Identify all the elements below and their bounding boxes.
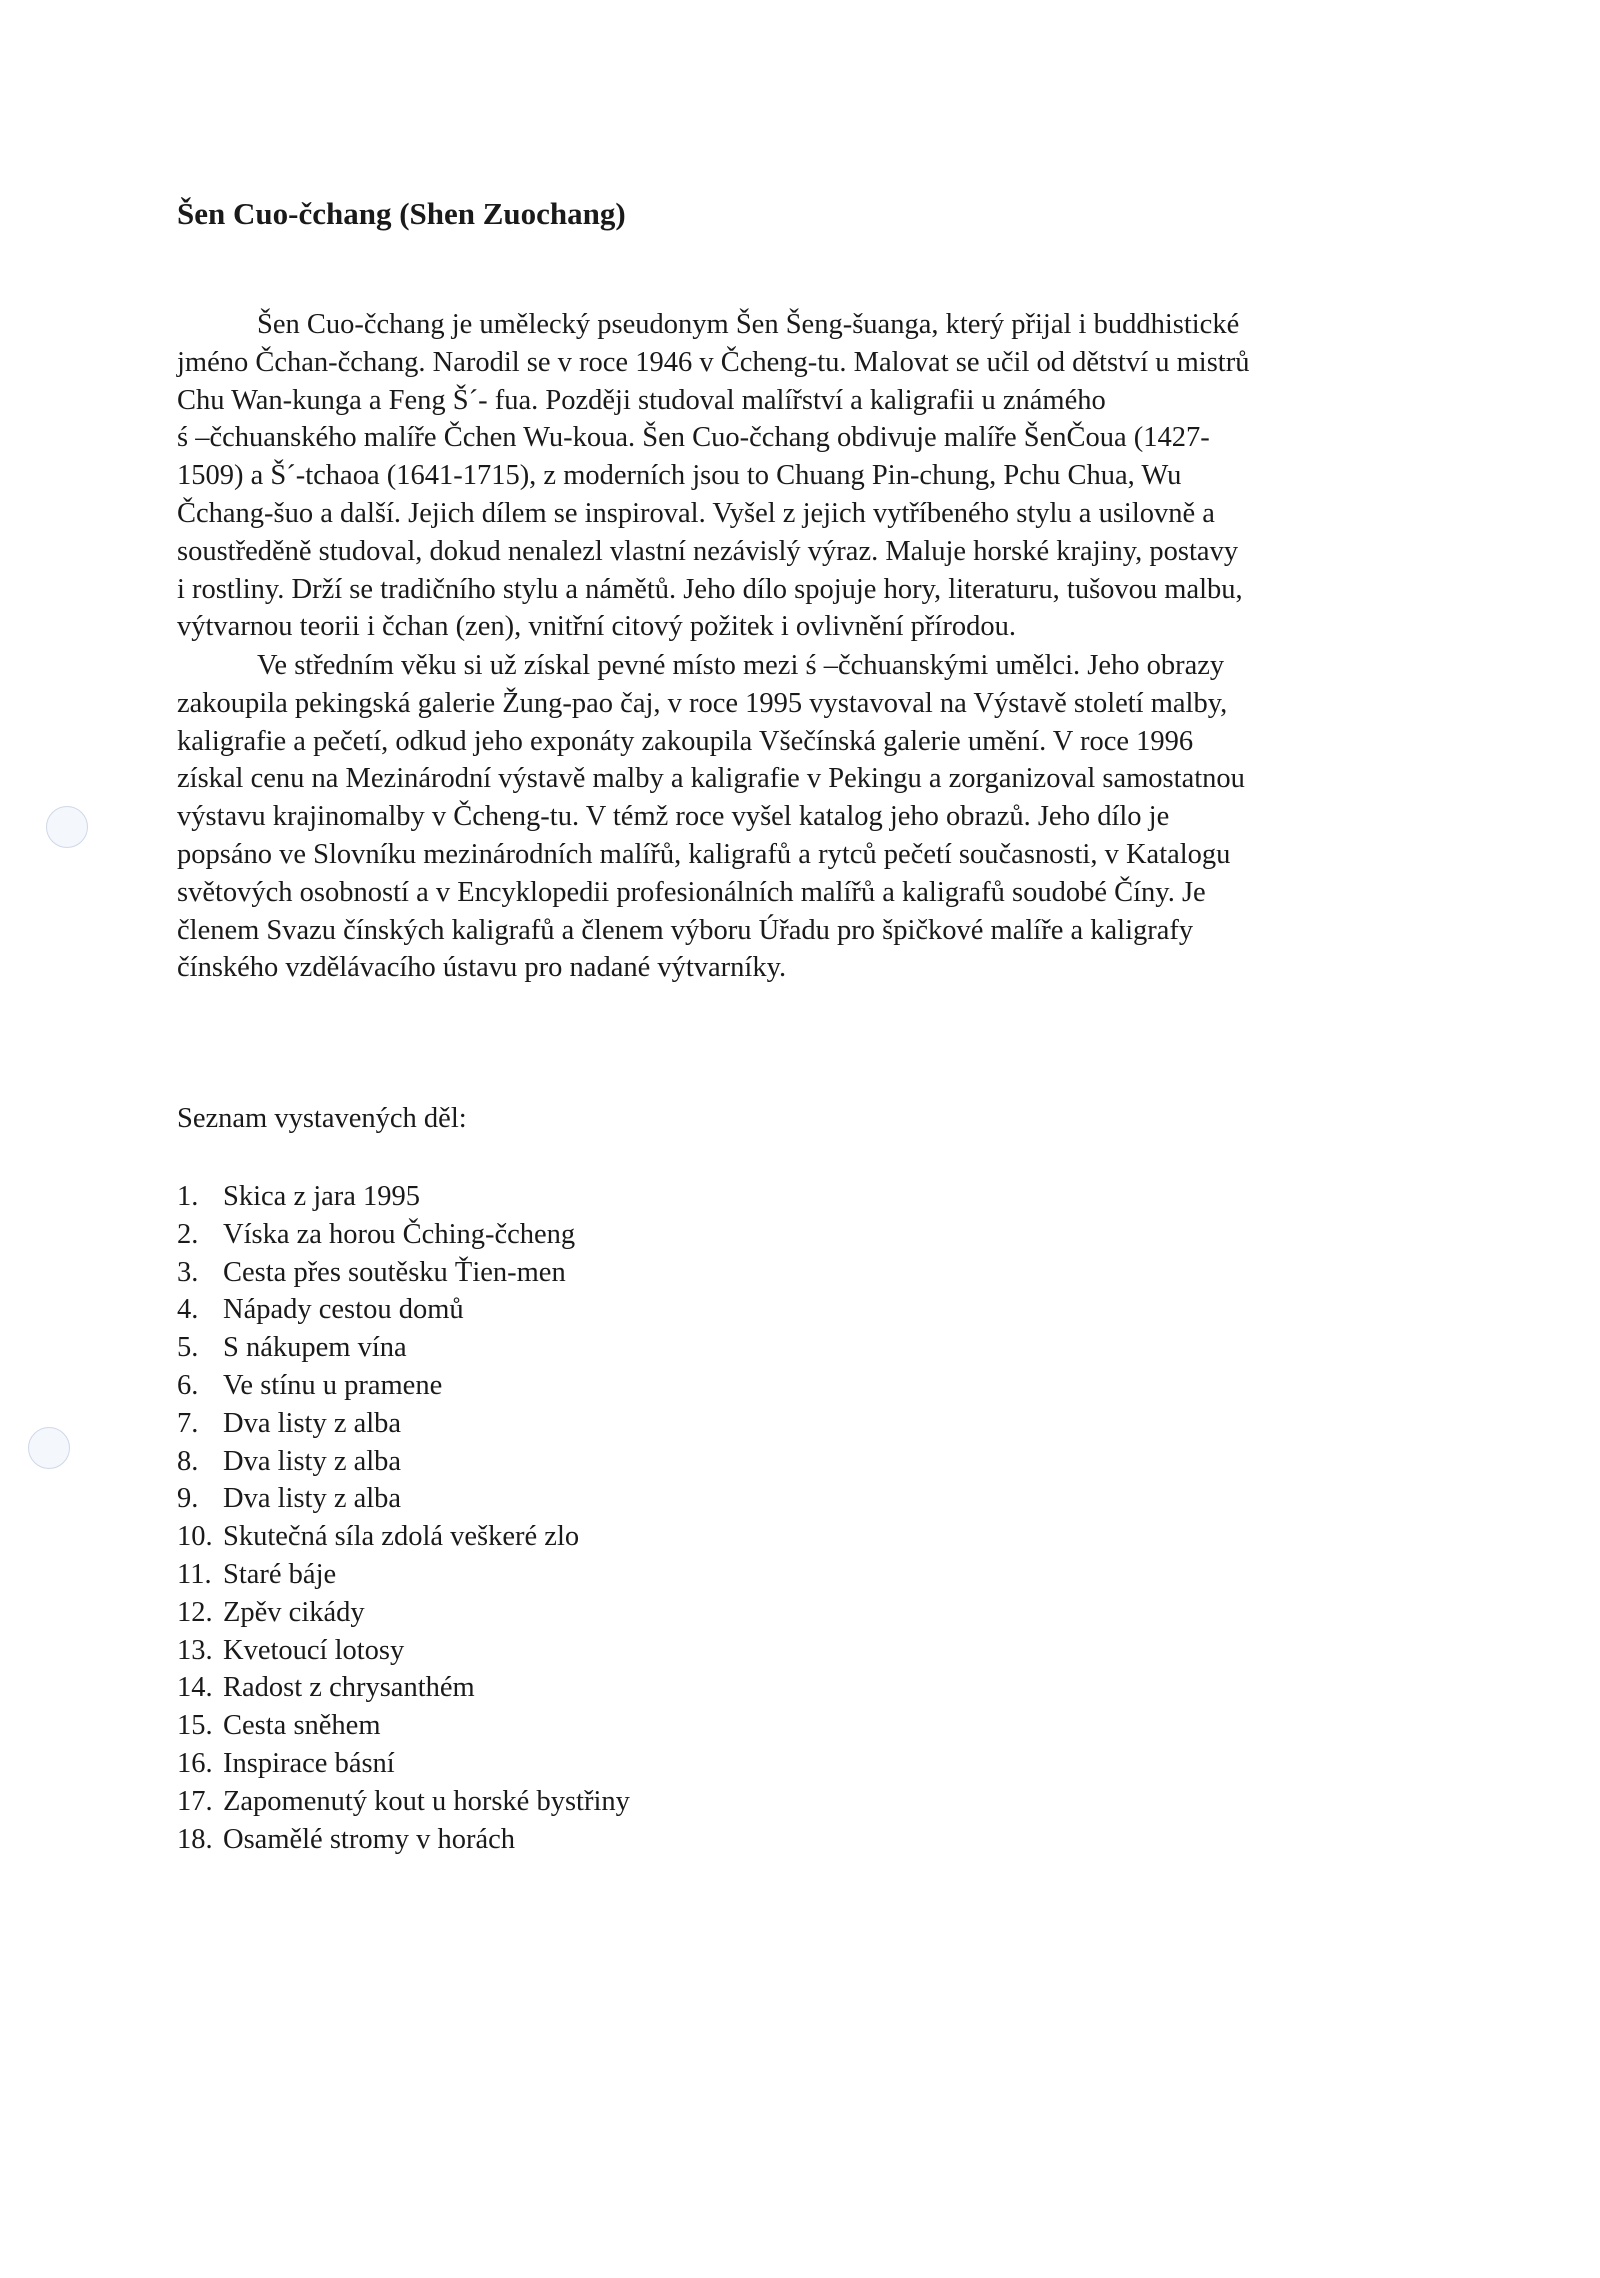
paragraph-line: členem Svazu čínských kaligrafů a členem výboru Úřadu pro špičkové malíře a kaligrafy [177, 914, 1194, 946]
list-item [177, 1254, 630, 1292]
paragraph-line: i rostliny. Drží se tradičního stylu a námětů. Jeho dílo spojuje hory, literaturu, tušovou malbu, [177, 573, 1243, 605]
paragraph-line: světových osobností a v Encyklopedii profesionálních malířů a kaligrafů soudobé Číny. Je [177, 876, 1206, 908]
list-item-number: 3. [177, 1256, 199, 1288]
list-item [177, 1783, 630, 1821]
paragraph-line: jméno Čchan-čchang. Narodil se v roce 1946 v Čcheng-tu. Malovat se učil od dětství u mistrů [177, 346, 1250, 378]
list-item-title: Víska za horou Čching-čcheng [223, 1218, 576, 1250]
paragraph-line: výtvarnou teorii i čchan (zen), vnitřní citový požitek i ovlivnění přírodou. [177, 611, 1016, 643]
list-item-title: Inspirace básní [223, 1747, 395, 1779]
works-list-heading: Seznam vystavených děl: [177, 1103, 467, 1134]
paragraph-line: získal cenu na Mezinárodní výstavě malby a kaligrafie v Pekingu a zorganizoval samostatnou [177, 763, 1245, 795]
list-item-title: Dva listy z alba [223, 1483, 402, 1515]
list-item-title: Skutečná síla zdolá veškeré zlo [223, 1521, 580, 1553]
list-item-title: Dva listy z alba [223, 1407, 402, 1439]
paragraph-biography [177, 306, 1407, 646]
list-item [177, 1216, 630, 1254]
list-item [177, 1480, 630, 1518]
paragraph-line: soustředěně studoval, dokud nenalezl vlastní nezávislý výraz. Maluje horské krajiny, postavy [177, 535, 1239, 567]
list-item-title: Cesta přes soutěsku Ťien-men [223, 1256, 566, 1288]
list-item [177, 1367, 630, 1405]
list-item [177, 1594, 630, 1632]
list-item-number: 15. [177, 1710, 213, 1742]
paragraph-line: kaligrafie a pečetí, odkud jeho exponáty zakoupila Všečínská galerie umění. V roce 1996 [177, 725, 1194, 757]
list-item [177, 1821, 630, 1859]
list-item-number: 16. [177, 1747, 213, 1779]
list-item-title: Dva listy z alba [223, 1445, 402, 1477]
list-item-title: Cesta sněhem [223, 1710, 381, 1742]
list-item-number: 7. [177, 1407, 199, 1439]
paragraph-career [177, 647, 1407, 987]
paragraph-line: ś –čchuanského malíře Čchen Wu-koua. Šen Cuo-čchang obdivuje malíře ŠenČoua (1427- [177, 422, 1210, 454]
punch-hole [28, 1427, 70, 1469]
list-item-number: 1. [177, 1181, 199, 1212]
list-item-number: 18. [177, 1823, 213, 1855]
list-item [177, 1518, 630, 1556]
list-item [177, 1405, 630, 1443]
paragraph-line: Chu Wan-kunga a Feng Š´- fua. Později studoval malířství a kaligrafii u známého [177, 384, 1106, 416]
list-item-number: 8. [177, 1445, 199, 1477]
paragraph-line: zakoupila pekingská galerie Žung-pao čaj, v roce 1995 vystavoval na Výstavě století malby, [177, 687, 1228, 719]
list-item-number: 2. [177, 1218, 199, 1250]
list-item-number: 14. [177, 1672, 213, 1704]
paragraph-line: Ve středním věku si už získal pevné místo mezi ś –čchuanskými umělci. Jeho obrazy [257, 650, 1225, 681]
list-item-title: Kvetoucí lotosy [223, 1634, 405, 1666]
list-item-number: 9. [177, 1483, 199, 1515]
list-item-number: 11. [177, 1558, 212, 1590]
list-item-number: 12. [177, 1596, 213, 1628]
list-item-number: 5. [177, 1332, 199, 1364]
list-item-title: Radost z chrysanthém [223, 1672, 475, 1704]
list-item-title: S nákupem vína [223, 1332, 407, 1364]
list-item [177, 1745, 630, 1783]
list-item-title: Ve stínu u pramene [223, 1369, 443, 1401]
list-item [177, 1178, 630, 1216]
paragraph-line: 1509) a Š´-tchaoa (1641-1715), z moderních jsou to Chuang Pin-chung, Pchu Chua, Wu [177, 460, 1182, 492]
list-item-title: Staré báje [223, 1558, 337, 1590]
list-item [177, 1707, 630, 1745]
list-item [177, 1443, 630, 1481]
list-item [177, 1669, 630, 1707]
paragraph-line: výstavu krajinomalby v Čcheng-tu. V témž roce vyšel katalog jeho obrazů. Jeho dílo je [177, 801, 1170, 833]
list-item-number: 13. [177, 1634, 213, 1666]
document-title: Šen Cuo-čchang (Shen Zuochang) [177, 196, 626, 231]
paragraph-line: popsáno ve Slovníku mezinárodních malířů, kaligrafů a rytců pečetí současnosti, v Katalogu [177, 838, 1231, 870]
list-item-title: Nápady cestou domů [223, 1294, 464, 1326]
list-item-title: Zapomenutý kout u horské bystřiny [223, 1785, 630, 1817]
list-item-title: Skica z jara 1995 [223, 1181, 421, 1212]
list-item-number: 6. [177, 1369, 199, 1401]
paragraph-line: Šen Cuo-čchang je umělecký pseudonym Šen Šeng-šuanga, který přijal i buddhistické [257, 309, 1240, 340]
list-item [177, 1632, 630, 1670]
works-list [177, 1178, 630, 1858]
list-item [177, 1329, 630, 1367]
paragraph-line: Čchang-šuo a další. Jejich dílem se inspiroval. Vyšel z jejich vytříbeného stylu a usilovně a [177, 497, 1215, 529]
list-item-number: 4. [177, 1294, 199, 1326]
list-item [177, 1291, 630, 1329]
punch-hole [46, 806, 88, 848]
list-item-number: 10. [177, 1521, 213, 1553]
paragraph-line: čínského vzdělávacího ústavu pro nadané výtvarníky. [177, 952, 787, 984]
list-item-number: 17. [177, 1785, 213, 1817]
list-item-title: Osamělé stromy v horách [223, 1823, 516, 1855]
list-item-title: Zpěv cikády [223, 1596, 365, 1628]
list-item [177, 1556, 630, 1594]
